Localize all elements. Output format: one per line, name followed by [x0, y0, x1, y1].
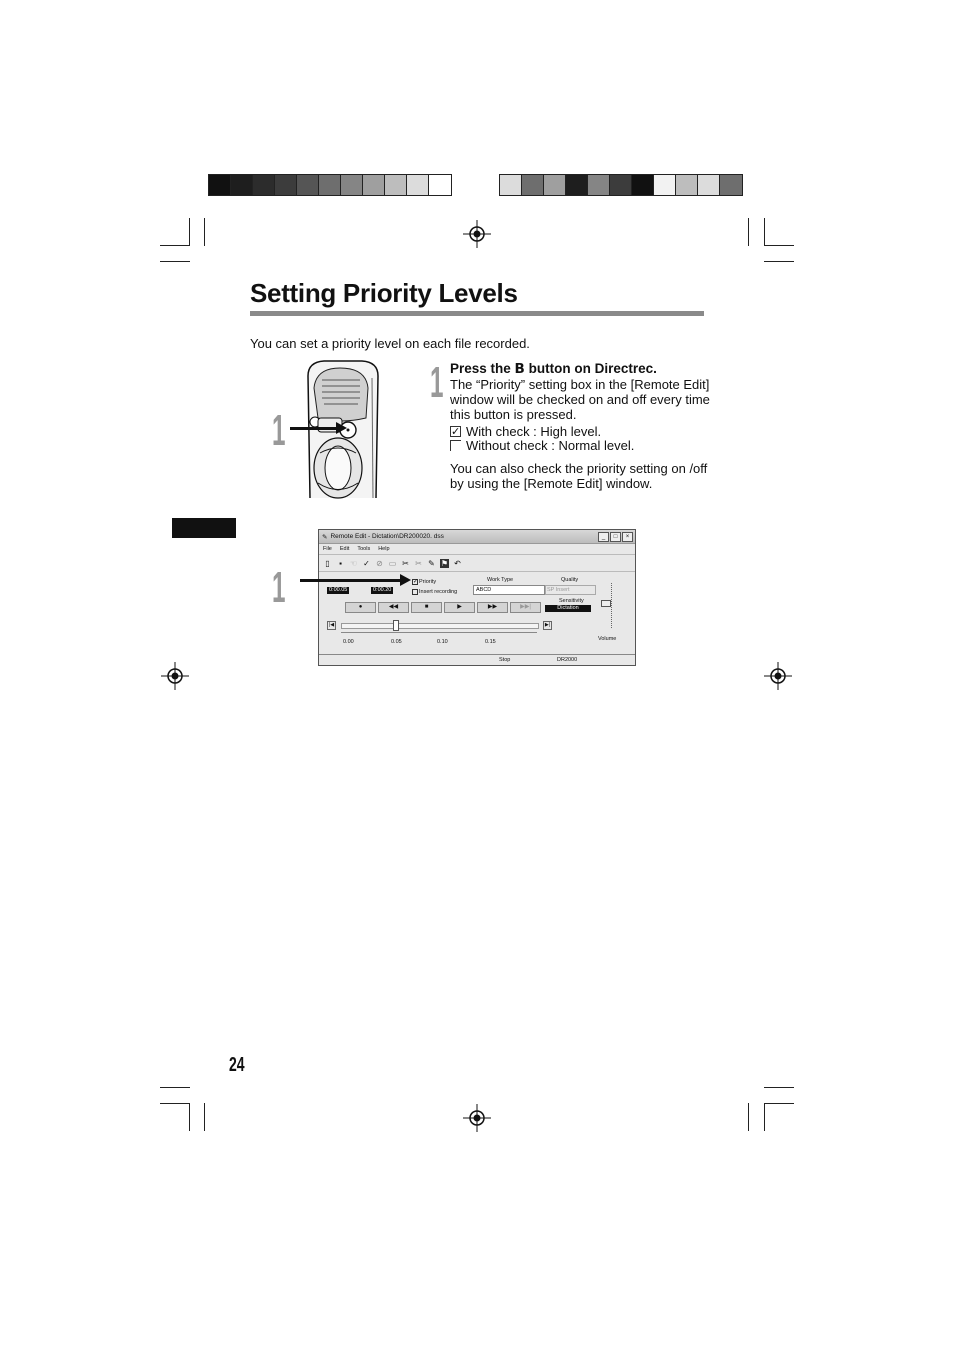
crop-mark [189, 218, 190, 246]
without-check-item: Without check : Normal level. [450, 438, 634, 453]
menu-edit[interactable]: Edit [339, 546, 350, 552]
seek-start-icon[interactable]: |◀ [328, 622, 335, 628]
priority-flag-icon[interactable]: ⚑ [440, 558, 449, 568]
crop-mark [764, 245, 794, 246]
color-swatch [429, 175, 451, 195]
color-swatch [363, 175, 385, 195]
time-right: 0:00.20 [373, 587, 392, 593]
color-swatch [407, 175, 429, 195]
sensitivity-label: Sensitivity [559, 598, 584, 604]
checked-box-icon: ✓ [451, 426, 461, 438]
menu-help[interactable]: Help [378, 546, 390, 552]
step-number: 1 [272, 406, 286, 455]
color-swatch [544, 175, 566, 195]
paste-icon[interactable]: ✂ [415, 558, 422, 568]
color-strip-right [499, 174, 743, 196]
toolbar [319, 554, 635, 572]
status-bar [319, 654, 635, 665]
status-state: Stop [499, 657, 511, 663]
color-swatch [632, 175, 654, 195]
color-swatch [610, 175, 632, 195]
edit-icon[interactable]: ✎ [428, 558, 435, 568]
end-icon[interactable]: ▶▶| [510, 602, 541, 613]
time-left: 0:00.05 [329, 587, 348, 593]
color-swatch [588, 175, 610, 195]
color-swatch [720, 175, 742, 195]
save-icon[interactable]: ▪ [339, 558, 342, 568]
insert-recording-row[interactable]: Insert recording [412, 589, 457, 595]
color-swatch [385, 175, 407, 195]
color-swatch [654, 175, 676, 195]
position-slider[interactable] [341, 623, 539, 629]
crop-mark [160, 1087, 190, 1088]
crop-mark [189, 1103, 190, 1131]
cut-icon[interactable]: ✂ [402, 558, 409, 568]
color-strip-left [208, 174, 452, 196]
window-title: Remote Edit - Dictation\DR200020. dss [330, 533, 444, 540]
color-swatch [297, 175, 319, 195]
tick-label: 0.05 [391, 639, 402, 645]
quality-label: Quality [561, 577, 579, 583]
position-thumb[interactable] [393, 620, 399, 631]
crop-mark [764, 1087, 794, 1088]
registration-mark-icon [161, 662, 189, 690]
crop-mark [160, 261, 190, 262]
step-note: You can also check the priority setting on /off by using the [Remote Edit] window. [450, 461, 708, 491]
crop-mark [748, 1103, 749, 1131]
remote-edit-window [318, 529, 636, 666]
record-icon[interactable]: ● [345, 602, 376, 613]
maximize-button[interactable]: □ [610, 532, 621, 542]
color-swatch [209, 175, 231, 195]
page-title: Setting Priority Levels [250, 278, 518, 308]
with-check-item: ✓ With check : High level. [451, 424, 602, 439]
status-device: DR2000 [557, 657, 578, 663]
menu-bar [319, 544, 635, 554]
sensitivity-value: Dictation [545, 605, 591, 612]
color-swatch [275, 175, 297, 195]
tick-label: 0.10 [437, 639, 448, 645]
step-number: 1 [272, 563, 286, 612]
color-swatch [522, 175, 544, 195]
pointer-arrow-head [400, 574, 411, 586]
step-number: 1 [430, 358, 444, 407]
stop-icon[interactable]: ■ [411, 602, 442, 613]
registration-mark-icon [463, 1104, 491, 1132]
crop-mark [204, 218, 205, 246]
unchecked-box-icon [450, 440, 461, 451]
intro-text: You can set a priority level on each file recorded. [250, 336, 530, 351]
minimize-button[interactable]: _ [598, 532, 609, 542]
pointer-arrow [290, 427, 338, 430]
color-swatch [341, 175, 363, 195]
step-heading: Press the B button on Directrec. [450, 361, 657, 377]
crop-mark [764, 1103, 765, 1131]
color-swatch [319, 175, 341, 195]
undo-icon[interactable]: ↶ [454, 558, 461, 568]
volume-thumb[interactable] [601, 600, 611, 607]
tick-label: 0.00 [343, 639, 354, 645]
page-number: 24 [229, 1054, 245, 1076]
registration-mark-icon [463, 220, 491, 248]
crop-mark [764, 218, 765, 246]
seek-end-icon[interactable]: ▶| [544, 622, 551, 628]
crop-mark [160, 245, 190, 246]
quality-select[interactable]: SP Insert [545, 585, 596, 595]
pointer-arrow-head [336, 422, 347, 434]
crop-mark [748, 218, 749, 246]
transport-controls [345, 602, 541, 613]
color-swatch [500, 175, 522, 195]
pointer-arrow [300, 579, 402, 582]
play-icon[interactable]: ▶ [444, 602, 475, 613]
color-swatch [566, 175, 588, 195]
crop-mark [764, 261, 794, 262]
crop-mark [160, 1103, 190, 1104]
menu-file[interactable]: File [323, 546, 332, 552]
new-icon[interactable]: ▯ [325, 558, 330, 568]
book-icon[interactable]: ▭ [388, 558, 397, 568]
priority-checkbox[interactable]: ✓ [413, 579, 419, 585]
menu-tools[interactable]: Tools [357, 546, 371, 552]
crop-mark [764, 1103, 794, 1104]
section-tab [172, 518, 236, 538]
step-description: The “Priority” setting box in the [Remote Edit] window will be checked on and off every time this button is pressed. [450, 377, 710, 422]
color-swatch [676, 175, 698, 195]
color-swatch [698, 175, 720, 195]
volume-slider[interactable] [611, 583, 613, 628]
timeline-scale [341, 632, 537, 636]
app-icon: ✎ [322, 533, 328, 541]
tick-label: 0.15 [485, 639, 496, 645]
crop-mark [204, 1103, 205, 1131]
color-swatch [231, 175, 253, 195]
hand-icon[interactable]: ☜ [349, 558, 358, 568]
registration-mark-icon [764, 662, 792, 690]
volume-label: Volume [598, 636, 617, 642]
color-swatch [253, 175, 275, 195]
cancel-icon[interactable]: ⊘ [376, 558, 383, 568]
work-type-label: Work Type [487, 577, 514, 583]
insert-recording-checkbox[interactable] [412, 589, 418, 595]
b-key-label: B [514, 361, 525, 377]
priority-checkbox-row[interactable]: ✓ Priority [413, 579, 437, 585]
title-rule [250, 311, 704, 316]
fast-forward-icon[interactable]: ▶▶ [477, 602, 508, 613]
work-type-select[interactable]: ABCD [473, 585, 545, 595]
check-icon[interactable]: ✓ [363, 558, 370, 568]
window-titlebar [319, 530, 635, 544]
rewind-icon[interactable]: ◀◀ [378, 602, 409, 613]
close-button[interactable]: × [622, 532, 633, 542]
